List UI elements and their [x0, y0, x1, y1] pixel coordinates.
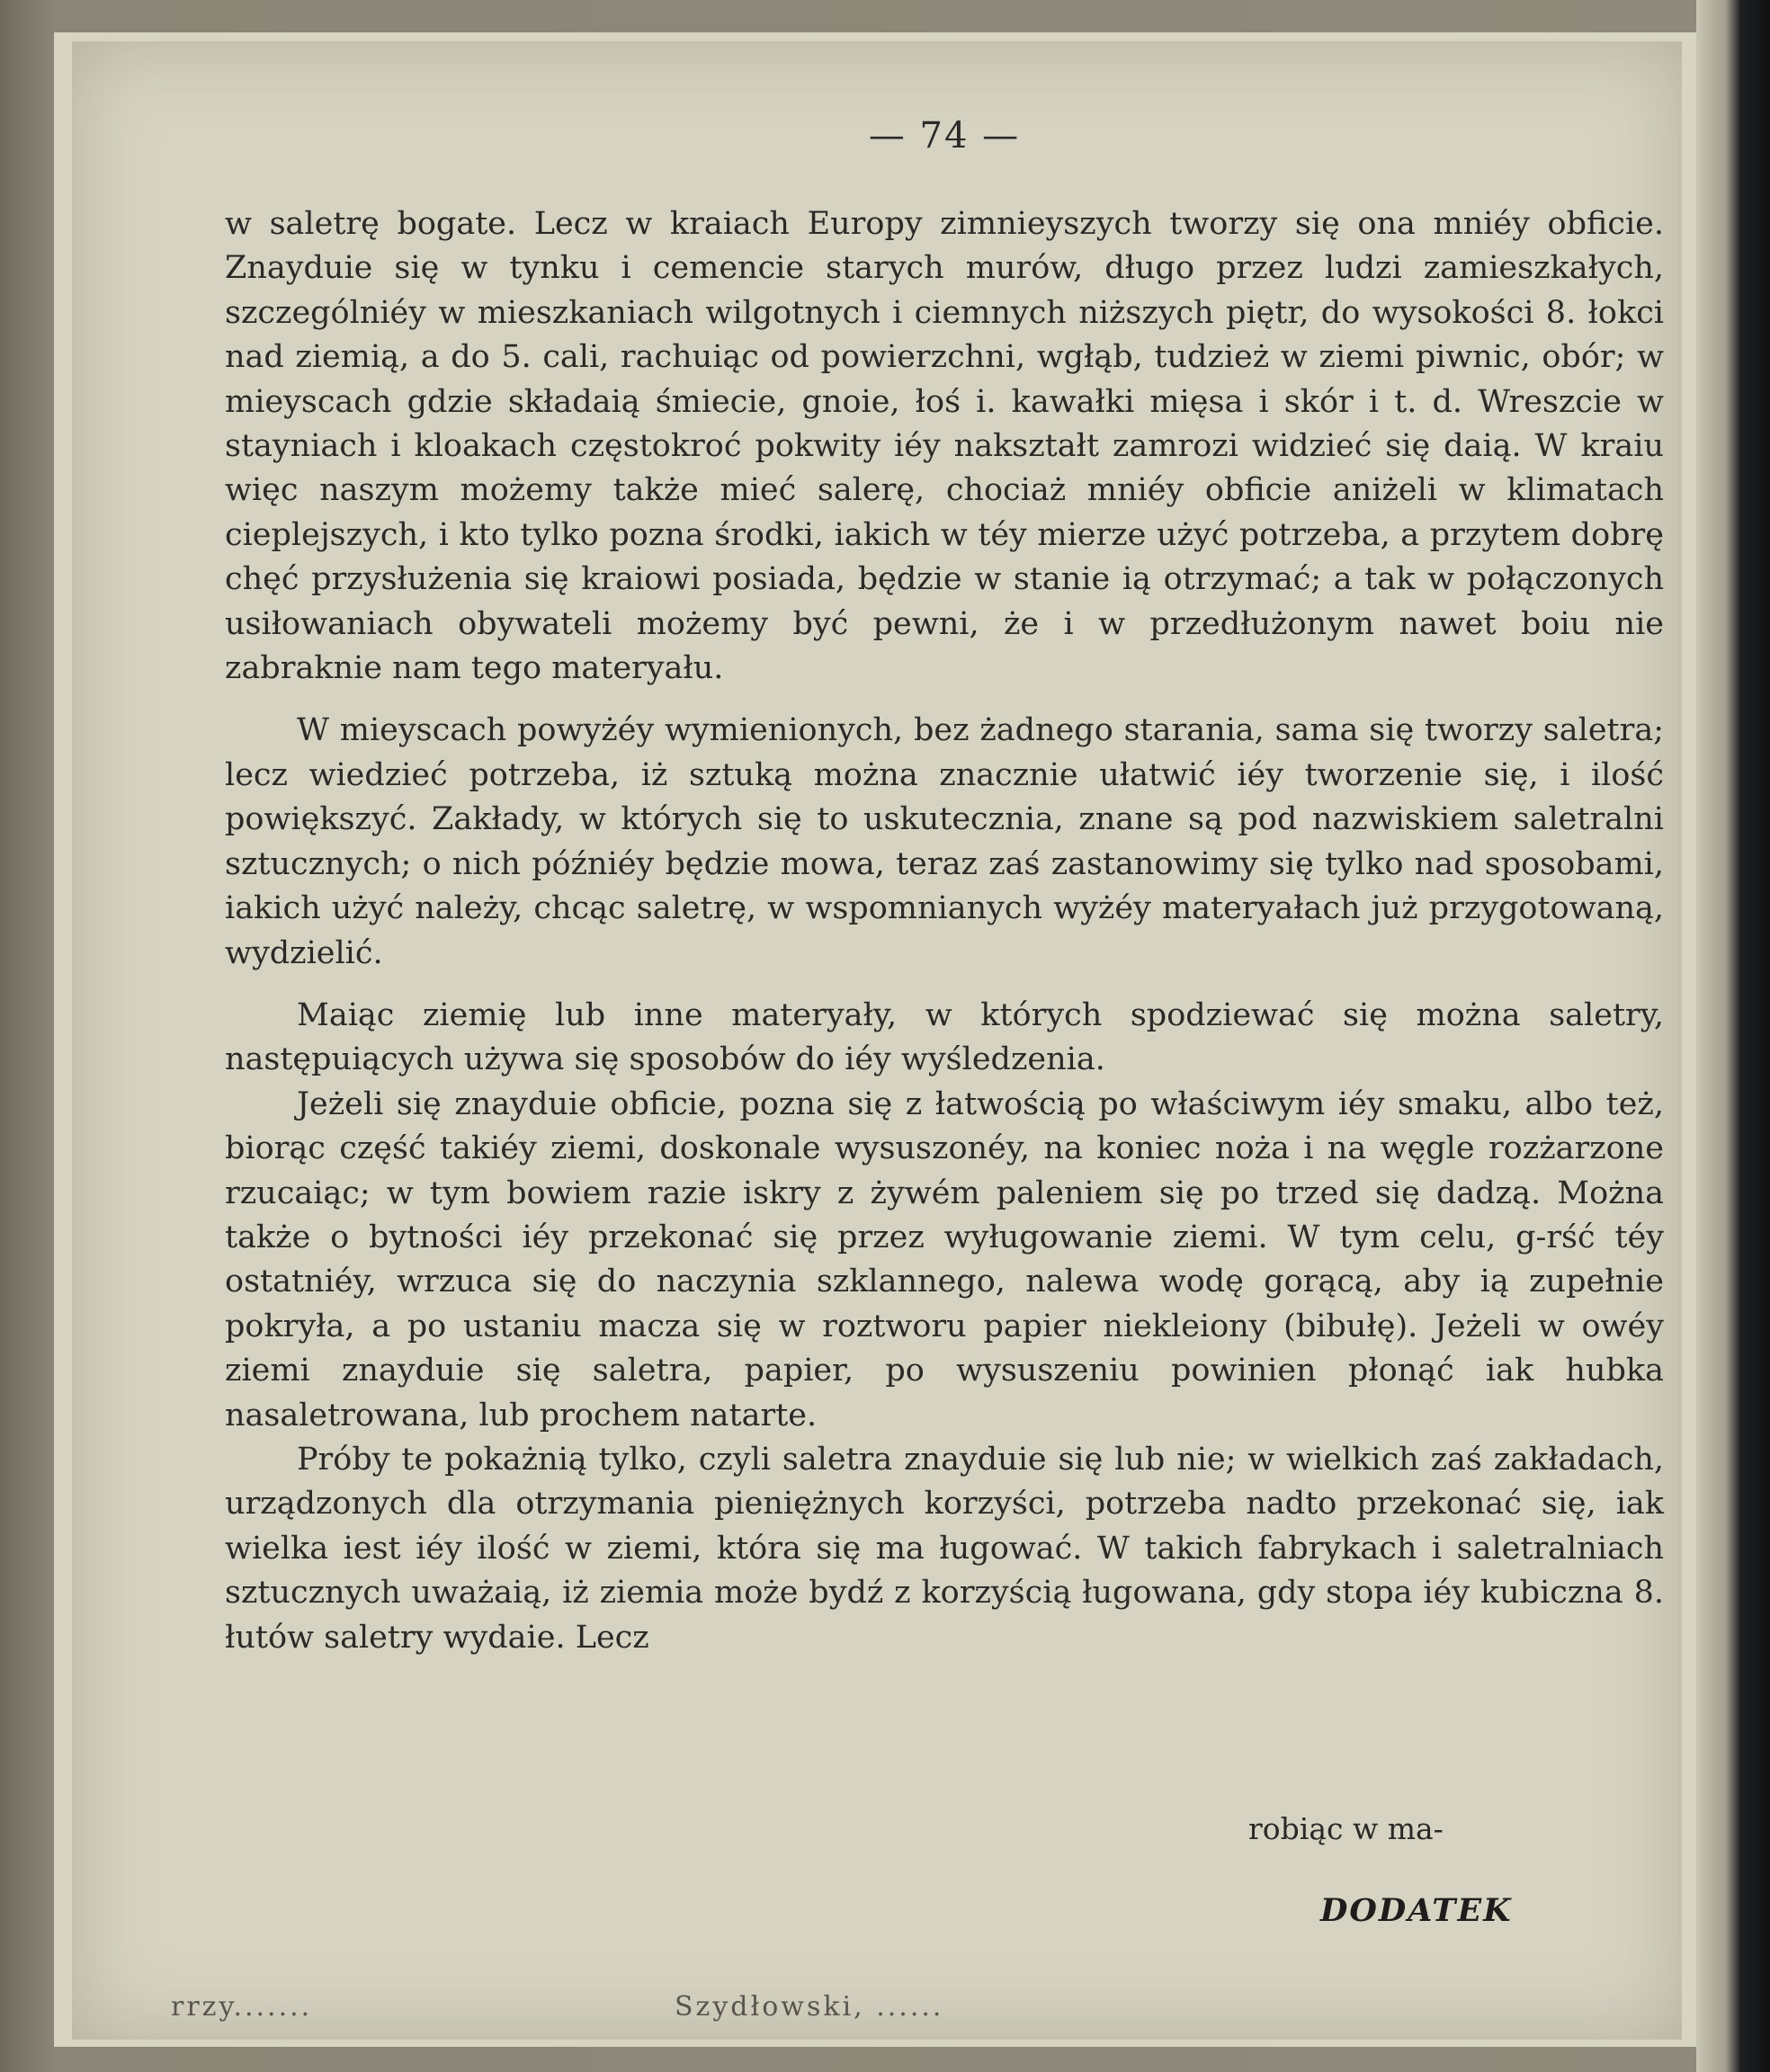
paragraph-2: W mieyscach powyżéy wymienionych, bez żadnego starania, sama się tworzy saletra; lecz wiedzieć potrzeba, iż sztuką można znacznie ułatwić iéy tworzenie się, i ilość powiększyć. Zakłady, w których się to uskutecznia, znane są pod nazwiskiem saletralni sztucznych; o nich późniéy będzie mowa, teraz zaś zastanowimy się tylko nad sposobami, iakich użyć należy, chcąc saletrę, w wspomnianych wyżéy materyałach już przygotowaną, wydzielić. [225, 712, 1664, 971]
bottom-page-fragment [171, 1991, 1070, 2027]
catchword: DODATEK [1320, 1892, 1513, 1929]
paragraph-4: Jeżeli się znayduie obficie, pozna się z łatwością po właściwym iéy smaku, albo też, biorąc część takiéy ziemi, doskonale wysuszonéy, na koniec noża i na węgle rozżarzone rzucaiąc; w tym bowiem razie iskry z żywém paleniem się po trzed się dadzą. Można także o bytności iéy przekonać się przez wyługowanie ziemi. W tym celu, g-rść téy ostatniéy, wrzuca się do naczynia szklannego, nalewa wodę gorącą, aby ią zupełnie pokryła, a po ustaniu macza się w roztworu papier niekleiony (bibułę). Jeżeli w owéy ziemi znayduie się saletra, papier, po wysuszeniu powinien płonąć iak hubka nasaletrowana, lub prochem natarte. [225, 1085, 1664, 1433]
paragraph-5: Próby te pokażnią tylko, czyli saletra znayduie się lub nie; w wielkich zaś zakładach, urządzonych dla otrzymania pieniężnych korzyści, potrzeba nadto przekonać się, iak wielka iest iéy ilość w ziemi, która się ma ługować. W takich fabrykach i saletralniach sztucznych uważaią, iż ziemia może bydź z korzyścią ługowana, gdy stopa iéy kubiczna 8. łutów saletry wydaie. Lecz [225, 1441, 1664, 1656]
continuation-line: robiąc w ma- [1248, 1811, 1444, 1846]
body-text [225, 202, 1664, 1660]
page-number-header: — 74 — [868, 115, 1021, 156]
paragraph-1: w saletrę bogate. Lecz w kraiach Europy zimnieyszych tworzy się ona mniéy obficie. Znayduie się w tynku i cemencie starych murów, długo przez ludzi zamieszkałych, szczególniéy w mieszkaniach wilgotnych i ciemnych niższych piętr, do wysokości 8. łokci nad ziemią, a do 5. cali, rachuiąc od powierzchni, wgłąb, tudzież w ziemi piwnic, obór; w mieyscach gdzie składaią śmiecie, gnoie, łoś i. kawałki mięsa i skór i t. d. Wreszcie w stayniach i kloakach częstokroć pokwity iéy nakształt zamrozi widzieć się daią. W kraiu więc naszym możemy także mieć salerę, chociaż mniéy obficie aniżeli w klimatach cieplejszych, i kto tylko pozna środki, iakich w téy mierze użyć potrzeba, a przytem dobrę chęć przysłużenia się kraiowi posiada, będzie w stanie ią otrzymać; a tak w połączonych usiłowaniach obywateli możemy być pewni, że i w przedłużonym nawet boiu nie zabraknie nam tego materyału. [225, 206, 1664, 687]
binding-edge [1696, 0, 1770, 2072]
bottom-fragment-right: Szydłowski, ...... [675, 1991, 944, 2023]
paragraph-3: Maiąc ziemię lub inne materyały, w których spodziewać się można saletry, następuiących używa się sposobów do iéy wyśledzenia. [225, 996, 1664, 1078]
bottom-fragment-left: rrzy....... [171, 1991, 313, 2023]
